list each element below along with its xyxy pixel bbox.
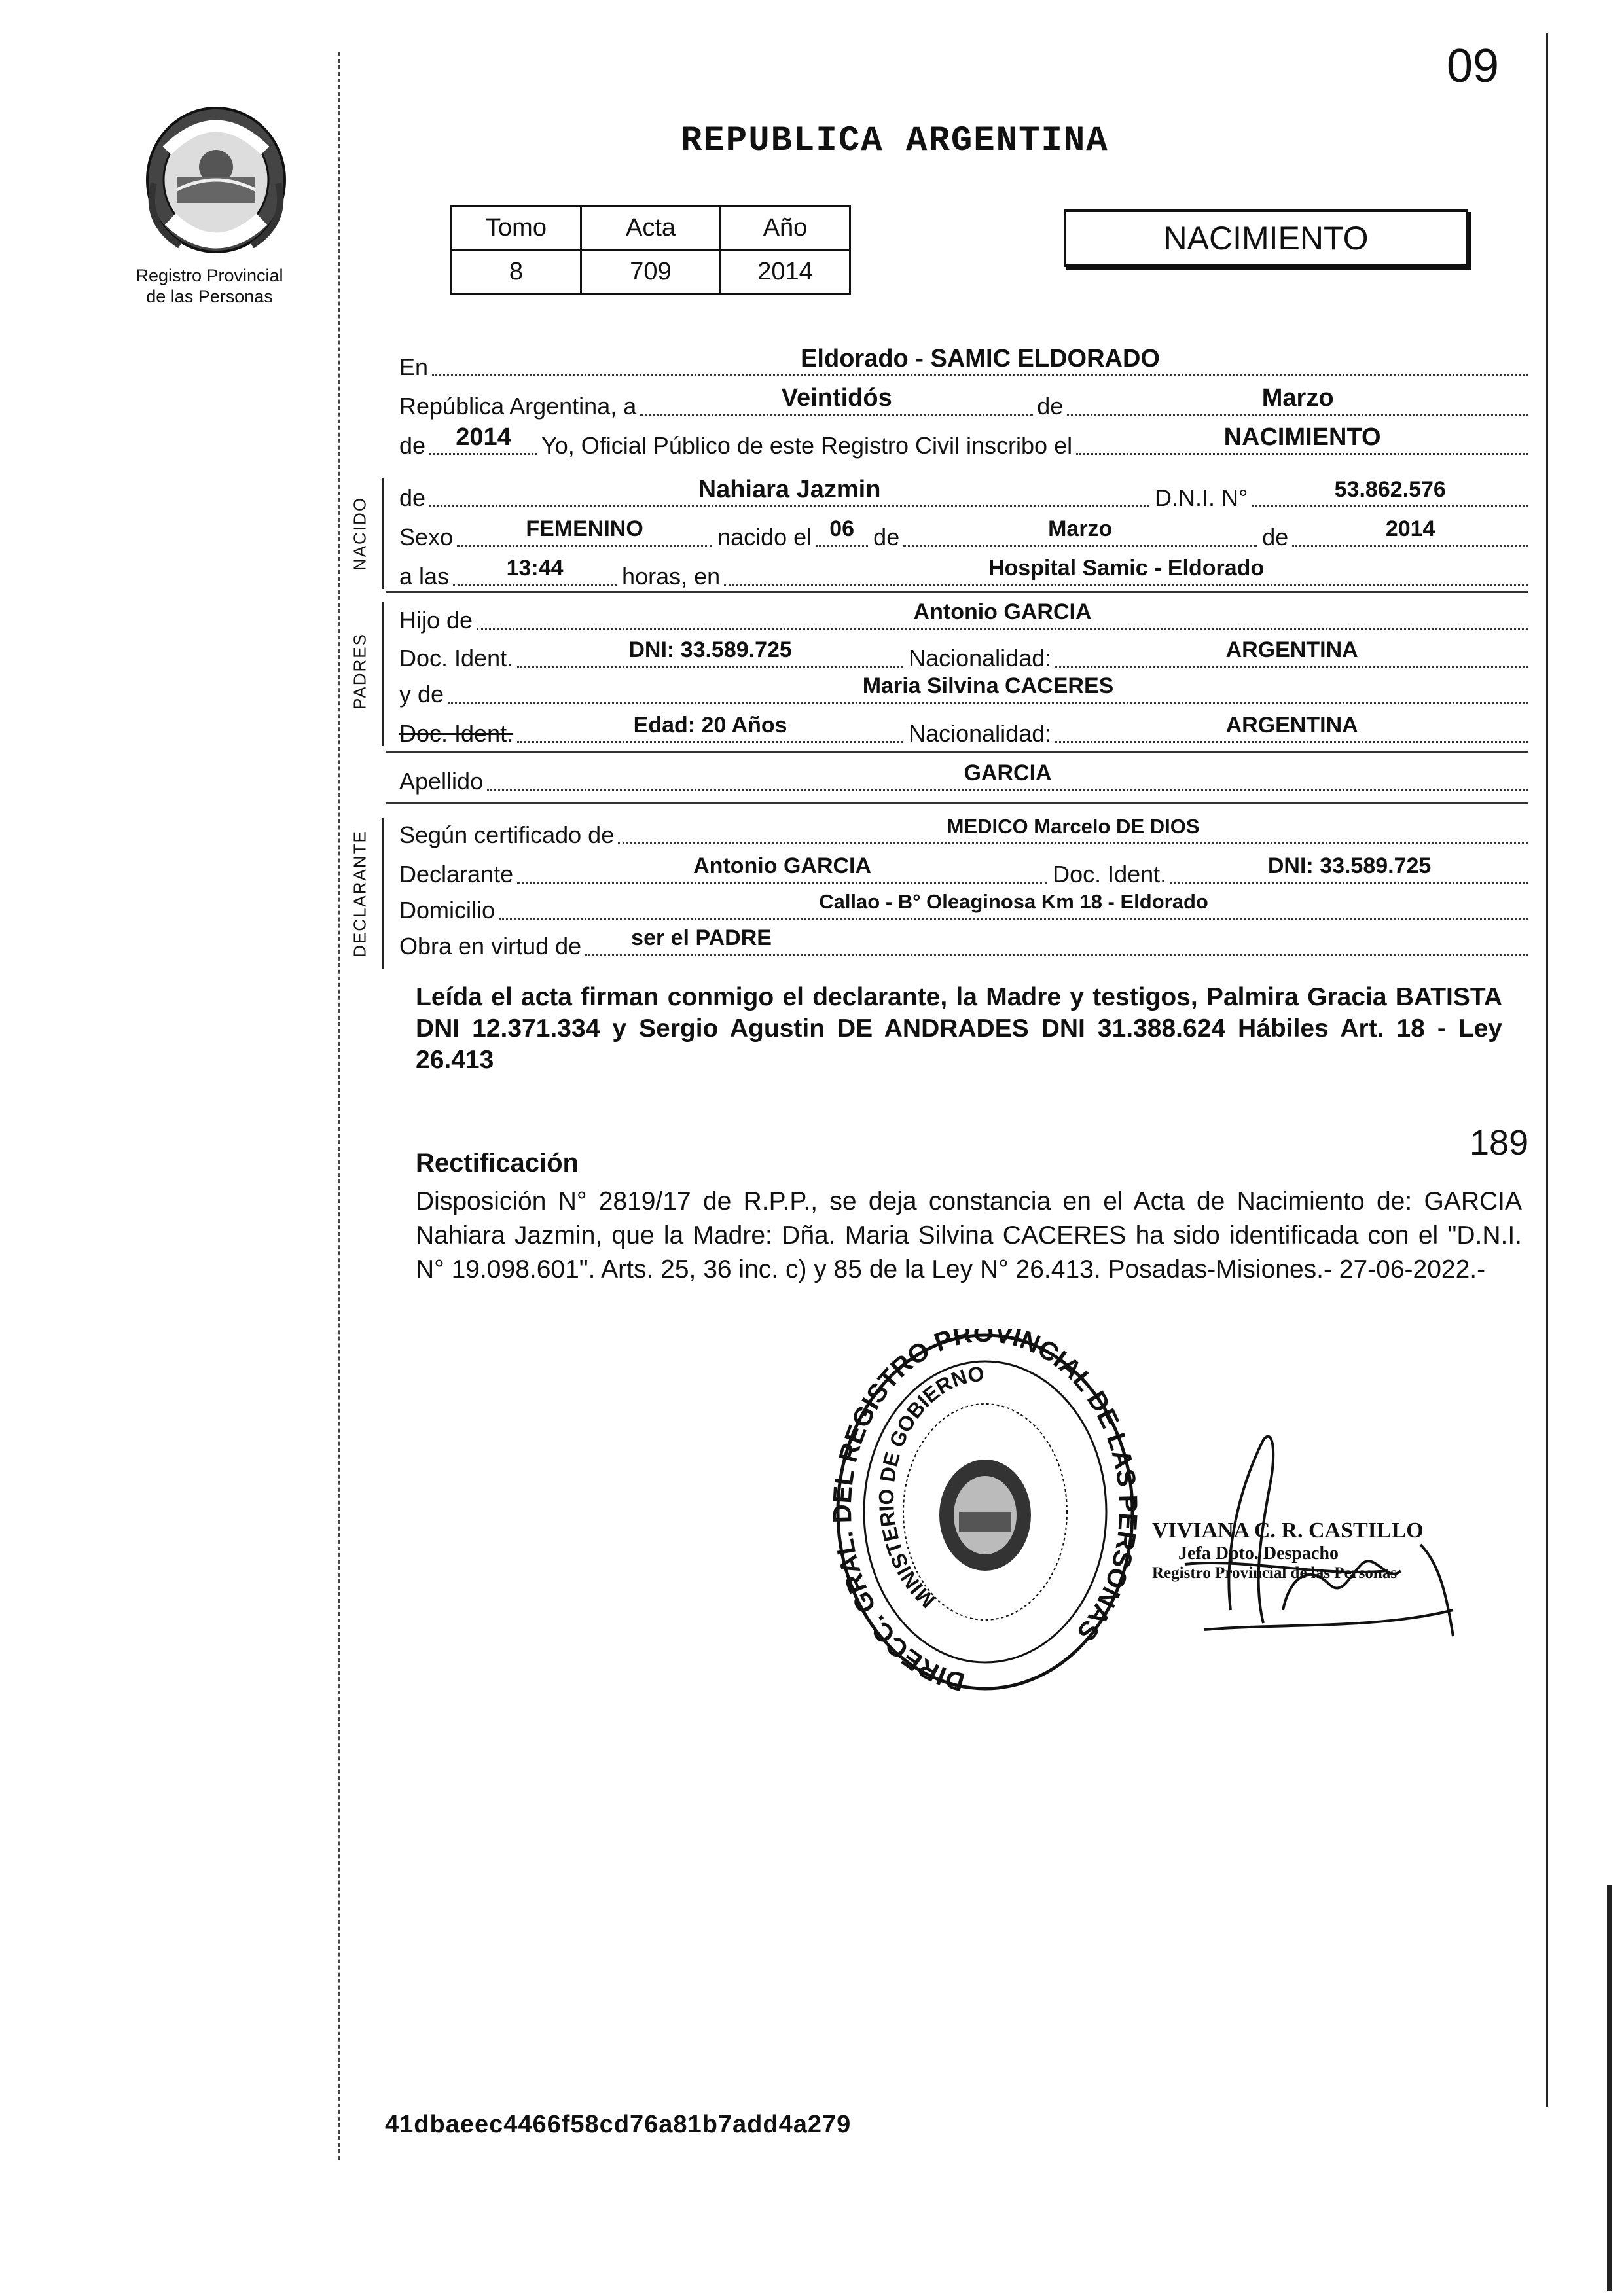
nacido-dni: 53.862.576	[1334, 477, 1446, 502]
intro-day-words: Veintidós	[781, 384, 892, 412]
father-doc: DNI: 33.589.725	[628, 637, 792, 662]
mother-doc-label-struck: Doc. Ident.	[399, 720, 514, 747]
birth-place: Hospital Samic - Eldorado	[988, 556, 1265, 581]
padres-father-row	[399, 600, 1528, 635]
intro-date-row	[399, 384, 1528, 421]
seal-emblem-icon	[141, 105, 291, 262]
registry-table-value-row	[452, 250, 850, 294]
record-type-box: NACIMIENTO	[1064, 209, 1468, 267]
birth-month: Marzo	[1048, 516, 1113, 541]
padres-father-doc-row	[399, 637, 1528, 673]
father-name: Antonio GARCIA	[913, 600, 1092, 624]
padres-divider	[386, 751, 1528, 753]
nacido-side-label: NACIDO	[350, 496, 370, 571]
a-las-label: a las	[399, 563, 450, 590]
signature-title: Jefa Dpto. Despacho	[1178, 1543, 1339, 1564]
nacido-sex-row	[399, 516, 1528, 552]
certificado-value: MEDICO Marcelo DE DIOS	[947, 815, 1200, 838]
intro-place: Eldorado - SAMIC ELDORADO	[801, 345, 1160, 372]
declarante-row	[399, 853, 1528, 889]
nacido-de-label: de	[399, 484, 426, 511]
declarante-name: Antonio GARCIA	[693, 853, 872, 878]
mother-nationality-label: Nacionalidad:	[909, 720, 1052, 747]
nacido-name-row	[399, 476, 1528, 512]
nacido-name: Nahiara Jazmin	[698, 476, 881, 503]
value-anio: 2014	[721, 250, 850, 294]
mother-name: Maria Silvina CACERES	[862, 673, 1114, 698]
de-label: de	[1037, 393, 1064, 420]
declarante-side-label: DECLARANTE	[350, 830, 370, 958]
value-acta: 709	[581, 250, 721, 294]
stamp-outer-arc: DIRECC. GRAL. L REGISTRO PROVINCIAL DE LAS RSONAS	[831, 1329, 1139, 1695]
registry-label-line1: Registro Provincial	[135, 266, 283, 285]
domicilio-value: Callao - B° Oleaginosa Km 18 - Eldorado	[819, 890, 1208, 913]
nacido-time-row	[399, 556, 1528, 591]
apellido-label: Apellido	[399, 768, 484, 795]
registry-label-line2: de las Personas	[146, 287, 273, 306]
intro-month: Marzo	[1261, 384, 1334, 412]
nacido-bracket	[382, 478, 384, 589]
signature-name: VIVIANA C. R. CASTILLO	[1152, 1518, 1424, 1543]
provincial-seal	[141, 105, 291, 262]
domicilio-label: Domicilio	[399, 897, 496, 923]
dni-label: D.N.I. N°	[1155, 484, 1248, 511]
registry-table-header-row	[452, 206, 850, 250]
nacido-el-label: nacido el	[717, 524, 812, 550]
padres-bracket	[382, 602, 384, 746]
nacido-sexo: FEMENINO	[526, 516, 643, 541]
sexo-label: Sexo	[399, 524, 454, 550]
obra-label: Obra en virtud de	[399, 933, 582, 959]
padres-mother-doc-row	[399, 713, 1528, 748]
closing-text: Leída el acta firman conmigo el declarante, la Madre y testigos, Palmira Gracia BATISTA DNI 12.371.334 y Sergio Agustin DE ANDRADES DNI 31.388.624 Hábiles Art. 18 - Ley 26.413	[416, 983, 1502, 1074]
apellido-row	[399, 761, 1528, 796]
registry-label	[98, 265, 321, 307]
padres-side-label: PADRES	[350, 633, 370, 709]
stamp-seal-icon	[831, 1329, 1139, 1695]
country-title: REPUBLICA ARGENTINA	[681, 121, 1109, 161]
nacido-de-label2: de	[873, 524, 900, 550]
y-de-label: y de	[399, 681, 444, 708]
stamp-inner-arc: MINISTERIO DE GOBIERNO	[874, 1361, 986, 1613]
obra-value: ser el PADRE	[631, 925, 772, 950]
intro-year: 2014	[456, 423, 511, 451]
hash-code: 41dbaeec4466f58cd76a81b7add4a279	[385, 2111, 852, 2138]
intro-place-row	[399, 345, 1528, 382]
rectificacion-body: Disposición N° 2819/17 de R.P.P., se deja constancia en el Acta de Nacimiento de: GARCIA Nahiara Jazmin, que la Madre: Dña. Maria Silvina CACERES ha sido identificada con el "D.N.I. N° 19.098.601". Arts. 25, 36 inc. c) y 85 de la Ley N° 26.413. Posadas-Misiones.- 27-06-2022.-	[416, 1187, 1522, 1283]
domicilio-row	[399, 890, 1528, 925]
birth-year: 2014	[1385, 516, 1435, 541]
nacido-de-label3: de	[1262, 524, 1289, 550]
intro-year-row	[399, 423, 1528, 460]
signature-block	[1152, 1518, 1424, 1583]
mother-doc: Edad: 20 Años	[633, 713, 787, 738]
declarante-bracket	[382, 818, 384, 969]
father-nationality-label: Nacionalidad:	[909, 645, 1052, 672]
declarante-label: Declarante	[399, 861, 514, 887]
hijo-de-label: Hijo de	[399, 607, 473, 634]
certificado-label: Según certificado de	[399, 821, 615, 848]
padres-mother-row	[399, 673, 1528, 709]
republica-label: República Argentina, a	[399, 393, 637, 420]
registry-table	[450, 205, 851, 295]
certificado-row	[399, 815, 1528, 850]
header-anio: Año	[721, 206, 850, 250]
header-tomo: Tomo	[452, 206, 581, 250]
signature-office: Registro Provincial de las Personas	[1152, 1564, 1398, 1582]
rectificacion-heading: Rectificación	[416, 1149, 579, 1177]
intro-act-type: NACIMIENTO	[1223, 423, 1381, 451]
value-tomo: 8	[452, 250, 581, 294]
birth-day: 06	[829, 516, 855, 541]
yo-text: Yo, Oficial Público de este Registro Civil inscribo el	[541, 432, 1073, 459]
page-number: 09	[1447, 40, 1500, 92]
right-edge-bar	[1607, 1885, 1612, 2291]
left-margin-line	[338, 52, 340, 2160]
de-label-year: de	[399, 432, 426, 459]
apellido-value: GARCIA	[964, 761, 1052, 785]
obra-row	[399, 925, 1528, 961]
official-stamp	[831, 1329, 1139, 1695]
mother-nationality: ARGENTINA	[1225, 713, 1358, 738]
declarante-doc: DNI: 33.589.725	[1267, 853, 1432, 878]
horas-en-label: horas, en	[622, 563, 721, 590]
nacido-divider	[386, 591, 1528, 593]
declarante-doc-label: Doc. Ident.	[1053, 861, 1167, 887]
en-label: En	[399, 353, 429, 380]
right-margin-line	[1546, 33, 1548, 2107]
father-doc-label: Doc. Ident.	[399, 645, 514, 672]
rectificacion-page-number: 189	[1470, 1123, 1529, 1162]
apellido-divider	[386, 802, 1528, 804]
birth-time: 13:44	[506, 556, 564, 581]
father-nationality: ARGENTINA	[1225, 637, 1358, 662]
header-acta: Acta	[581, 206, 721, 250]
